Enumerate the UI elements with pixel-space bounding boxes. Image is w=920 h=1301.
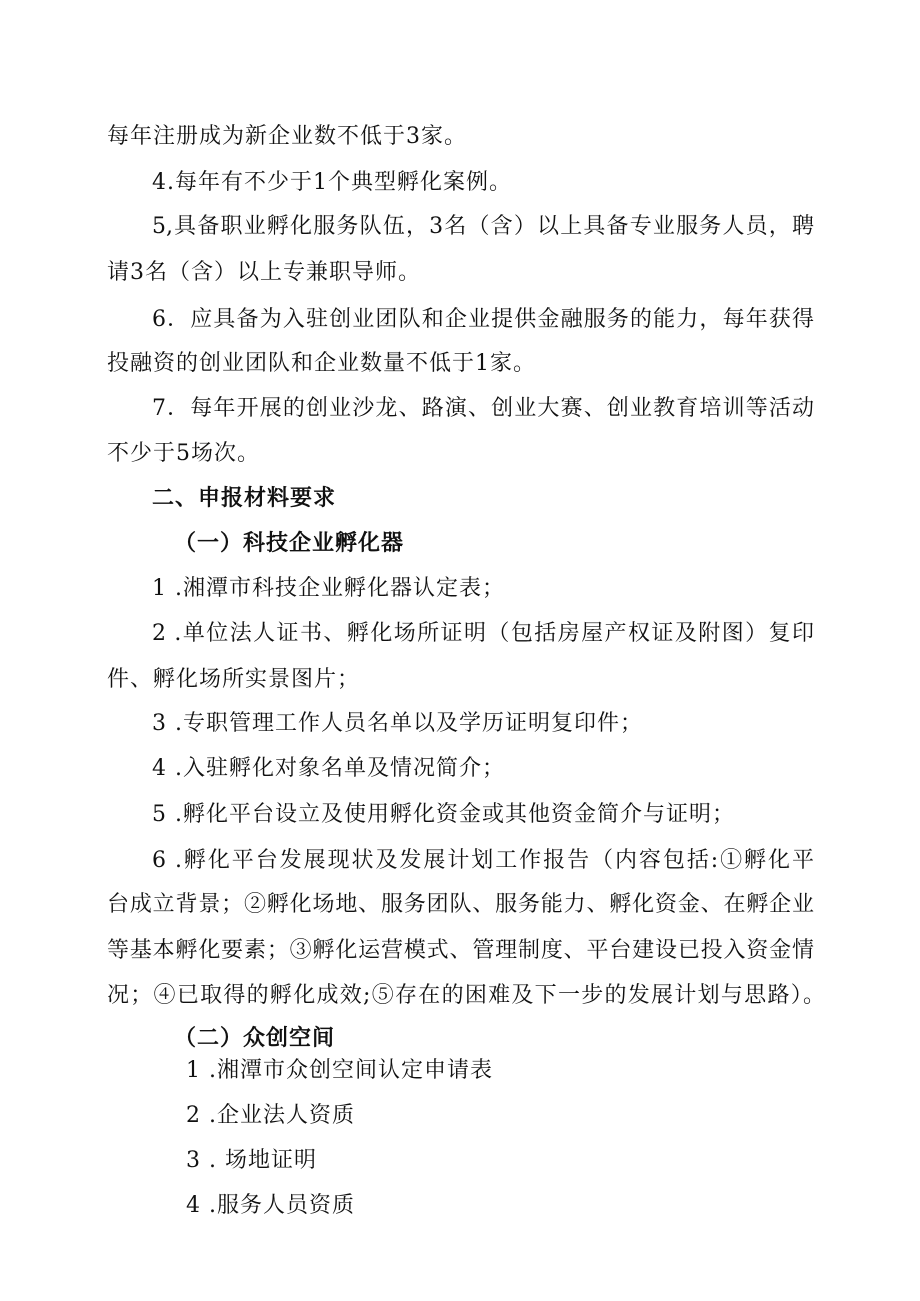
list-item: 2 .单位法人证书、孵化场所证明（包括房屋产权证及附图）复印 xyxy=(152,621,814,646)
list-item: 4.每年有不少于1个典型孵化案例。 xyxy=(152,170,512,195)
paragraph-line: 件、孵化场所实景图片； xyxy=(107,667,361,692)
list-item: 1 .湘潭市科技企业孵化器认定表； xyxy=(152,576,505,601)
paragraph-line: 况；④已取得的孵化成效;⑤存在的困难及下一步的发展计划与思路）。 xyxy=(107,983,825,1008)
list-item: 6 .孵化平台发展现状及发展计划工作报告（内容包括:①孵化平 xyxy=(152,848,814,873)
paragraph-line: 请3名（含）以上专兼职导师。 xyxy=(107,260,421,285)
paragraph-line: 每年注册成为新企业数不低于3家。 xyxy=(107,124,467,149)
section-heading: 二、申报材料要求 xyxy=(152,485,337,511)
list-item: 5 .孵化平台设立及使用孵化资金或其他资金简介与证明； xyxy=(152,802,735,827)
list-item: 3 .专职管理工作人员名单以及学历证明复印件； xyxy=(152,711,643,736)
list-item: 3 . 场地证明 xyxy=(186,1148,317,1173)
subsection-heading: （二）众创空间 xyxy=(174,1025,336,1051)
paragraph-line: 等基本孵化要素；③孵化运营模式、管理制度、平台建设已投入资金情 xyxy=(107,938,814,963)
list-item: 6．应具备为入驻创业团队和企业提供金融服务的能力，每年获得 xyxy=(152,307,814,332)
subsection-heading: （一）科技企业孵化器 xyxy=(174,530,405,556)
list-item: 4 .入驻孵化对象名单及情况简介； xyxy=(152,756,505,781)
paragraph-line: 台成立背景；②孵化场地、服务团队、服务能力、孵化资金、在孵企业 xyxy=(107,892,814,917)
list-item: 5,具备职业孵化服务队伍，3名（含）以上具备专业服务人员，聘 xyxy=(152,214,814,239)
list-item: 2 .企业法人资质 xyxy=(186,1103,355,1128)
list-item: 7．每年开展的创业沙龙、路演、创业大赛、创业教育培训等活动 xyxy=(152,396,814,421)
list-item: 4 .服务人员资质 xyxy=(186,1193,355,1218)
paragraph-line: 投融资的创业团队和企业数量不低于1家。 xyxy=(107,351,536,376)
paragraph-line: 不少于5场次。 xyxy=(107,441,260,466)
list-item: 1 .湘潭市众创空间认定申请表 xyxy=(186,1058,493,1083)
